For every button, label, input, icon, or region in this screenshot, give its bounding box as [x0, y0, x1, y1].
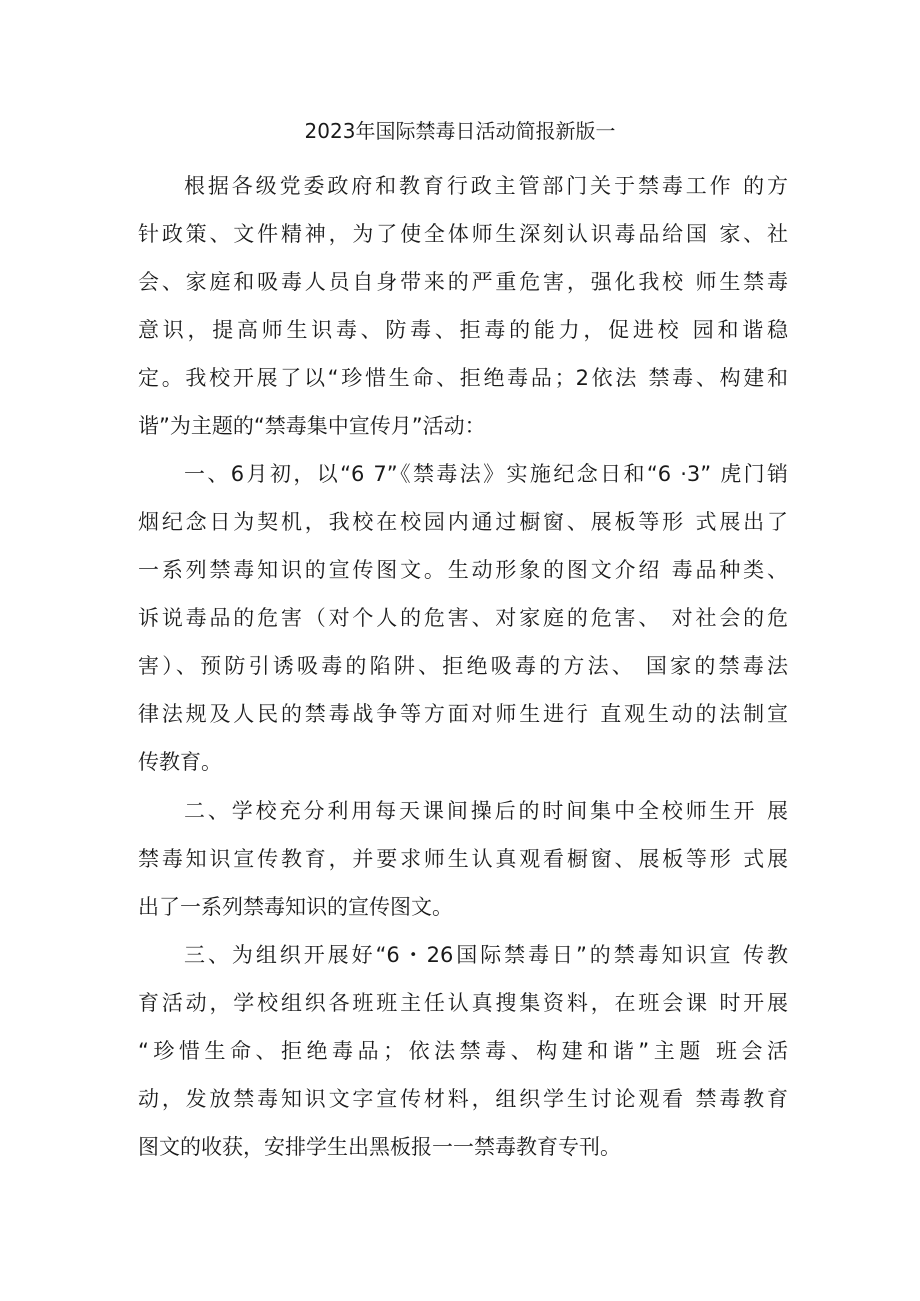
paragraph-section-one — [138, 450, 788, 786]
paragraph-line: 禁毒知识宣传教育，并要求师生认真观看橱窗、展板等形 式展 — [138, 847, 788, 871]
document-title: 2023年国际禁毒日活动简报新版一 — [304, 119, 616, 143]
paragraph-line: 根据各级党委政府和教育行政主管部门关于禁毒工作 的方 — [184, 174, 788, 198]
paragraph-line: 害）、预防引诱吸毒的陷阱、拒绝吸毒的方法、 国家的禁毒法 — [138, 654, 788, 678]
paragraph-line: 育活动，学校组织各班班主任认真搜集资料，在班会课 时开展 — [138, 991, 788, 1015]
paragraph-intro — [138, 162, 788, 450]
paragraph-line: 出了一系列禁毒知识的宣传图文。 — [138, 895, 453, 919]
paragraph-section-two — [138, 787, 788, 931]
paragraph-line: 谐”为主题的“禁毒集中宣传月”活动： — [138, 414, 486, 438]
paragraph-line: “珍惜生命、拒绝毒品；依法禁毒、构建和谐”主题 班会活 — [138, 1039, 788, 1063]
paragraph-line: 针政策、文件精神，为了使全体师生深刻认识毒品给国 家、社 — [138, 222, 788, 246]
paragraph-line: 图文的收获，安排学生出黑板报一一禁毒教育专刊。 — [138, 1135, 621, 1159]
paragraph-line: 律法规及人民的禁毒战争等方面对师生进行 直观生动的法制宣 — [138, 702, 788, 726]
paragraph-line: 一、6月初，以“6 7”《禁毒法》实施纪念日和“6 ·3” 虎门销 — [184, 462, 788, 486]
paragraph-line: 会、家庭和吸毒人员自身带来的严重危害，强化我校 师生禁毒 — [138, 270, 788, 294]
paragraph-line: 意识，提高师生识毒、防毒、拒毒的能力，促进校 园和谐稳 — [138, 318, 788, 342]
paragraph-line: 烟纪念日为契机，我校在校园内通过橱窗、展板等形 式展出了 — [138, 510, 788, 534]
paragraph-line: 定。我校开展了以“珍惜生命、拒绝毒品；2依法 禁毒、构建和 — [138, 366, 788, 390]
paragraph-line: 二、学校充分利用每天课间操后的时间集中全校师生开 展 — [184, 799, 788, 823]
paragraph-line: 传教育。 — [138, 750, 222, 774]
paragraph-line: 诉说毒品的危害（对个人的危害、对家庭的危害、 对社会的危 — [138, 606, 788, 630]
paragraph-line: 一系列禁毒知识的宣传图文。生动形象的图文介绍 毒品种类、 — [138, 558, 788, 582]
paragraph-line: 动，发放禁毒知识文字宣传材料，组织学生讨论观看 禁毒教育 — [138, 1087, 788, 1111]
paragraph-line: 三、为组织开展好“6・26国际禁毒日”的禁毒知识宣 传教 — [184, 943, 788, 967]
paragraph-section-three — [138, 931, 788, 1171]
